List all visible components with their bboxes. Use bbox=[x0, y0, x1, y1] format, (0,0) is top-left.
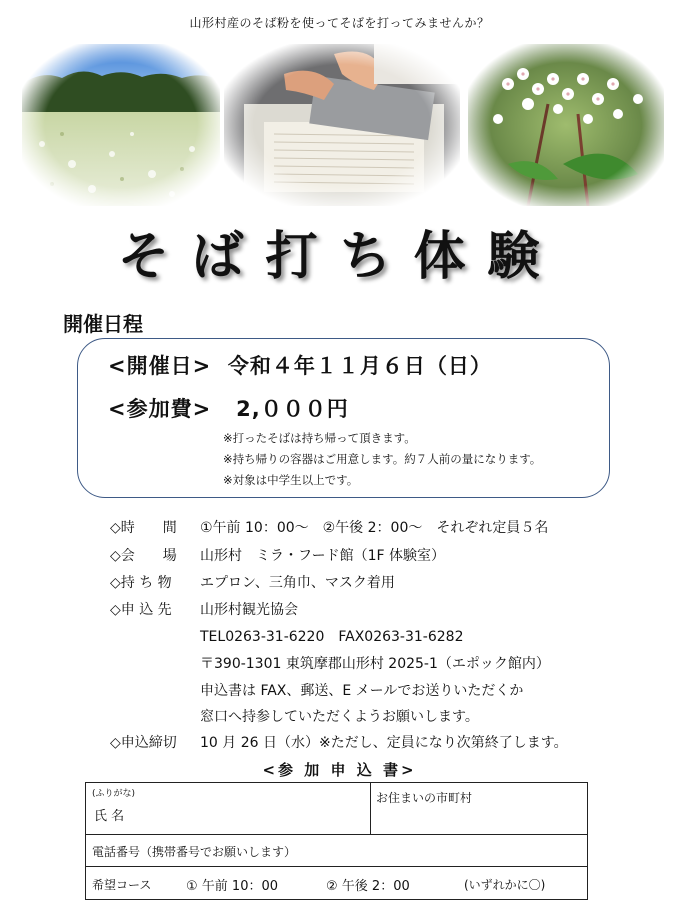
bring-label: ◇持 ち 物 bbox=[110, 575, 172, 591]
note-container: ※持ち帰りの容器はご用意します。約７人前の量になります。 bbox=[223, 452, 542, 466]
course-option-morning[interactable]: ① 午前 10：00 bbox=[186, 879, 279, 894]
time-value: ①午前 10：00～ ②午後 2：00～ それぞれ定員５名 bbox=[200, 520, 549, 536]
apply-value: 山形村観光協会 bbox=[200, 602, 298, 618]
venue-label: ◇会 場 bbox=[110, 548, 177, 564]
event-title: そば打ち体験 bbox=[117, 226, 562, 287]
city-label: お住まいの市町村 bbox=[376, 791, 473, 805]
furigana-label: (ふりがな) bbox=[92, 789, 136, 799]
deadline-label: ◇申込締切 bbox=[110, 735, 177, 751]
venue-row bbox=[110, 545, 445, 565]
bring-value: エプロン、三角巾、マスク着用 bbox=[200, 575, 395, 591]
course-label: 希望コース bbox=[92, 878, 152, 892]
date-label: <開催日> bbox=[108, 354, 212, 378]
time-row bbox=[110, 517, 548, 537]
phone-label: 電話番号（携帯番号でお願いします） bbox=[92, 845, 297, 859]
apply-row bbox=[110, 599, 298, 619]
buckwheat-flower-photo bbox=[468, 44, 664, 206]
apply-method-1: 申込書は FAX、郵送、E メールでお送りいただくか bbox=[200, 683, 524, 699]
event-date-line bbox=[108, 350, 492, 380]
note-take-home: ※打ったそばは持ち帰って頂きます。 bbox=[223, 431, 416, 445]
form-divider bbox=[86, 866, 587, 867]
apply-label: ◇申 込 先 bbox=[110, 602, 172, 618]
course-note: (いずれかに〇) bbox=[464, 878, 546, 892]
fee-label: <参加費> bbox=[108, 397, 212, 421]
schedule-heading: 開催日程 bbox=[63, 312, 143, 336]
apply-address: 〒390-1301 東筑摩郡山形村 2025-1（エポック館内） bbox=[200, 656, 550, 672]
date-value: 令和４年１１月６日（日） bbox=[227, 354, 492, 378]
fee-line bbox=[108, 393, 349, 423]
venue-value: 山形村 ミラ・フード館（1F 体験室） bbox=[200, 548, 445, 564]
bring-row bbox=[110, 572, 395, 592]
buckwheat-field-photo bbox=[22, 44, 220, 206]
tagline: 山形村産のそば粉を使ってそばを打ってみませんか？ bbox=[189, 16, 490, 30]
note-eligibility: ※対象は中学生以上です。 bbox=[223, 473, 359, 487]
soba-cutting-photo bbox=[224, 44, 460, 206]
fee-value: 2,０００円 bbox=[236, 397, 349, 421]
apply-method-2: 窓口へ持参していただくようお願いします。 bbox=[200, 709, 479, 725]
form-divider bbox=[86, 834, 587, 835]
time-label: ◇時 間 bbox=[110, 520, 177, 536]
application-form-table bbox=[85, 782, 588, 900]
name-label: 氏 名 bbox=[94, 809, 125, 824]
application-form-title: <参 加 申 込 書> bbox=[262, 761, 417, 779]
deadline-value: 10 月 26 日（水）※ただし、定員になり次第終了します。 bbox=[200, 735, 568, 751]
form-divider bbox=[370, 783, 371, 834]
apply-phone: TEL0263-31-6220 FAX0263-31-6282 bbox=[200, 629, 464, 645]
course-option-afternoon[interactable]: ② 午後 2：00 bbox=[326, 879, 410, 894]
deadline-row bbox=[110, 732, 568, 752]
